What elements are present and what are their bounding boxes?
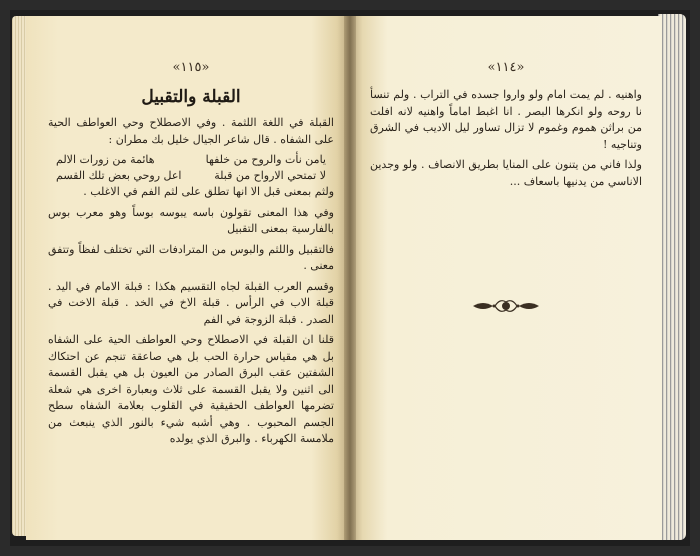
book-gutter [344,16,356,540]
left-page-body [48,115,334,448]
right-paragraph-2: ولذا فاني من يتنون على المنايا بطريق الانصاف . ولو وجدين الاناسي من يدنيها باسعاف ... [370,158,642,188]
right-page-number: «١١٤» [487,60,525,75]
verse-line-2 [48,168,334,184]
intro-paragraph: القبلة في اللغة اللثمة . وفي الاصطلاح وحي العواطف الحية على الشفاه . قال شاعر الجيال خليل بك مطران : [48,116,334,146]
paragraph-2: ولثم بمعنى قبل الا انها تطلق على لثم الفم في الاغلب . [83,185,334,198]
left-page-number: «١١٥» [172,60,210,75]
chapter-title: القبلة والتقبيل [141,87,241,107]
right-page [350,16,662,540]
verse-2-first-hemistich: لا تمتحي الارواح من قبلة [214,169,326,182]
floral-divider-icon [370,296,642,316]
verse-line-1 [48,152,334,168]
verse-2-second-hemistich: اعل روحي بعض تلك القسم [56,169,182,182]
right-paragraph-1: واهنيه . لم يمت امام ولو واروا جسده في التراب . ولم تنسأ نا روحه ولو انكرها البصر . انا اغبط اماماً واهنيه لانه افلت من براثن هموم وغموم لا تزال تساور ليل الاديب في الشرق وتناجيه ! [370,88,642,151]
open-book [10,10,690,546]
paragraph-6: قلنا ان القبلة في الاصطلاح وحي العواطف الحية على الشفاه بل هي مقياس حرارة الحب بل هي صاعقة تنجم عن احتكاك الشفتين عقب البرق الصادر من العيون بل هي يقبل القسمة الى اثنين ولا يقبل القسمة على ثلاث وبعبارة اخرى هي شعلة تضرمها العواطف الحقيقية في القلوب بعلامة الشفاه سطح الجسم المحبوب . وهي أشبه شيء بالنور الذي ينبعث من ملامسة الكهرباء . والبرق الذي يولده [48,333,334,445]
right-page-body [370,87,642,190]
paragraph-4: فالتقبيل واللثم والبوس من المترادفات التي تختلف لفظاً وتتفق معنى . [48,242,334,272]
left-page [26,16,350,540]
right-page-edges [658,14,686,540]
verse-1-second-hemistich: هائمة من زورات الالم [56,153,155,166]
paragraph-5: وقسم العرب القبلة لجاه التقسيم هكذا : قبلة الامام في اليد . قبلة الاب في الرأس . قبلة الاخ في الخد . قبلة الاخت في الصدر . قبلة الزوجة في الفم [48,279,334,326]
paragraph-3: وفي هذا المعنى تقولون باسه يبوسه بوساً وهو معرب بوس بالفارسية بمعنى التقبيل [48,205,334,235]
verse-1-first-hemistich: يامن نأت والروح من خلفها [205,153,326,166]
